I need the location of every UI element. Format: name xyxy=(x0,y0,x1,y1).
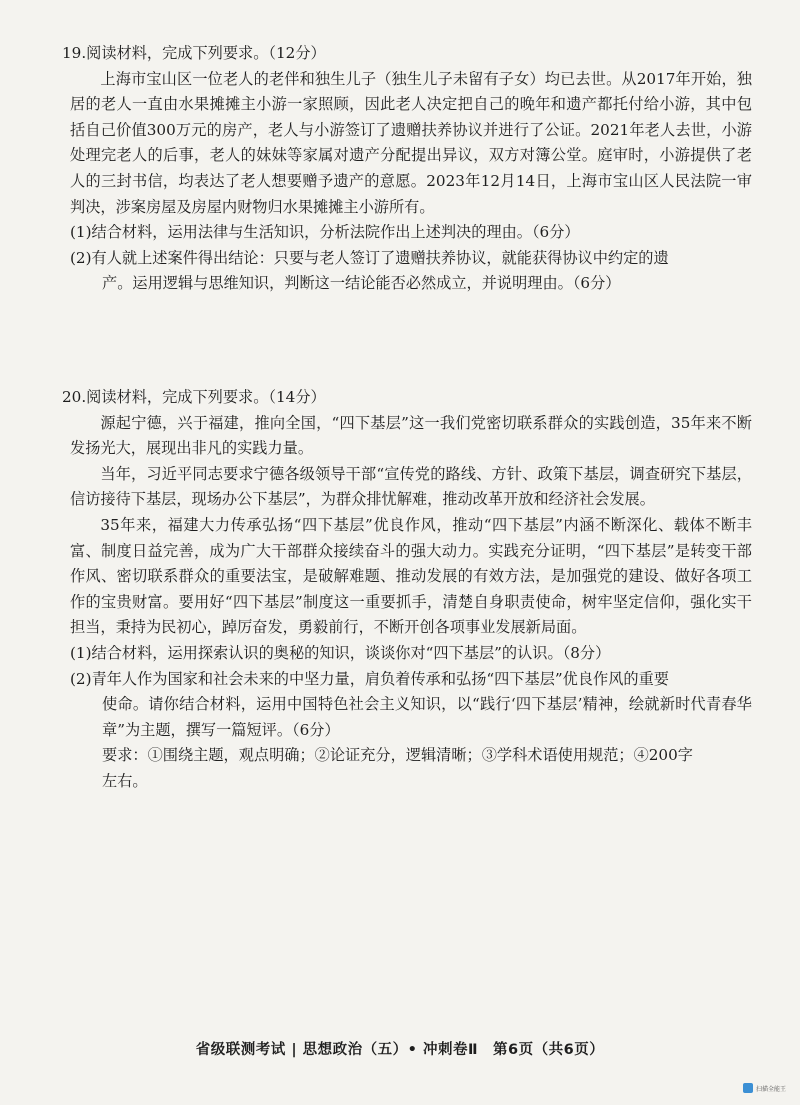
question-20-paragraph-1: 源起宁德，兴于福建，推向全国，“四下基层”这一我们党密切联系群众的实践创造，35年来不断发扬光大，展现出非凡的实践力量。 xyxy=(70,413,752,458)
question-20-requirements-line-1: 要求：①围绕主题，观点明确；②论证充分，逻辑清晰；③学科术语使用规范；④200字 xyxy=(102,746,693,765)
question-19-title: 19.阅读材料，完成下列要求。（12分） xyxy=(62,44,326,62)
question-19-sub-2-line-2: 产。运用逻辑与思维知识，判断这一结论能否必然成立，并说明理由。（6分） xyxy=(102,274,621,293)
question-19-material: 上海市宝山区一位老人的老伴和独生儿子（独生儿子未留有子女）均已去世。从2017年开始，独居的老人一直由水果摊摊主小游一家照顾，因此老人决定把自己的晚年和遗产都托付给小游，其中包括自己价值300万元的房产，老人与小游签订了遗赠扶养协议并进行了公证。2021年老人去世，小游处理完老人的后事，老人的妹妹等家属对遗产分配提出异议，双方对簿公堂。庭审时，小游提供了老人的三封书信，均表达了老人想要赠予遗产的意愿。2023年12月14日，上海市宝山区人民法院一审判决，涉案房屋及房屋内财物归水果摊摊主小游所有。 xyxy=(70,69,752,216)
scanner-watermark xyxy=(743,1083,786,1093)
question-20-paragraph-2: 当年，习近平同志要求宁德各级领导干部“宣传党的路线、方针、政策下基层，调查研究下基层，信访接待下基层，现场办公下基层”，为群众排忧解难，推动改革开放和经济社会发展。 xyxy=(70,464,752,509)
question-20 xyxy=(62,385,752,795)
question-20-paragraph-3: 35年来，福建大力传承弘扬“四下基层”优良作风，推动“四下基层”内涵不断深化、载体不断丰富、制度日益完善，成为广大干部群众接续奋斗的强大动力。实践充分证明，“四下基层”是转变干部作风、密切联系群众的重要法宝，是破解难题、推动发展的有效方法，是加强党的建设、做好各项工作的宝贵财富。要用好“四下基层”制度这一重要抓手，清楚自身职责使命，树牢坚定信仰，强化实干担当，秉持为民初心，踔厉奋发，勇毅前行，不断开创各项事业发展新局面。 xyxy=(70,515,752,637)
question-20-title: 20.阅读材料，完成下列要求。（14分） xyxy=(62,388,326,406)
question-19 xyxy=(62,41,752,297)
question-19-sub-2-line-1: (2)有人就上述案件得出结论：只要与老人签订了遗赠扶养协议，就能获得协议中约定的遗 xyxy=(70,248,669,267)
question-19-sub-1: (1)结合材料，运用法律与生活知识，分析法院作出上述判决的理由。（6分） xyxy=(70,223,580,242)
question-20-requirements-line-2: 左右。 xyxy=(102,771,148,790)
watermark-text: 扫描全能王 xyxy=(755,1085,786,1093)
question-20-sub-1: (1)结合材料，运用探索认识的奥秘的知识，谈谈你对“四下基层”的认识。（8分） xyxy=(70,643,611,662)
page-footer: 省级联测考试 | 思想政治（五）• 冲刺卷Ⅱ 第6页（共6页） xyxy=(195,1042,605,1058)
logo-icon xyxy=(743,1083,753,1093)
question-20-sub-2-line-1: (2)青年人作为国家和社会未来的中坚力量，肩负着传承和弘扬“四下基层”优良作风的重要 xyxy=(70,669,669,688)
question-20-sub-2-line-2: 使命。请你结合材料，运用中国特色社会主义知识，以“践行‘四下基层’精神，绘就新时代青春华章”为主题，撰写一篇短评。（6分） xyxy=(102,695,752,739)
